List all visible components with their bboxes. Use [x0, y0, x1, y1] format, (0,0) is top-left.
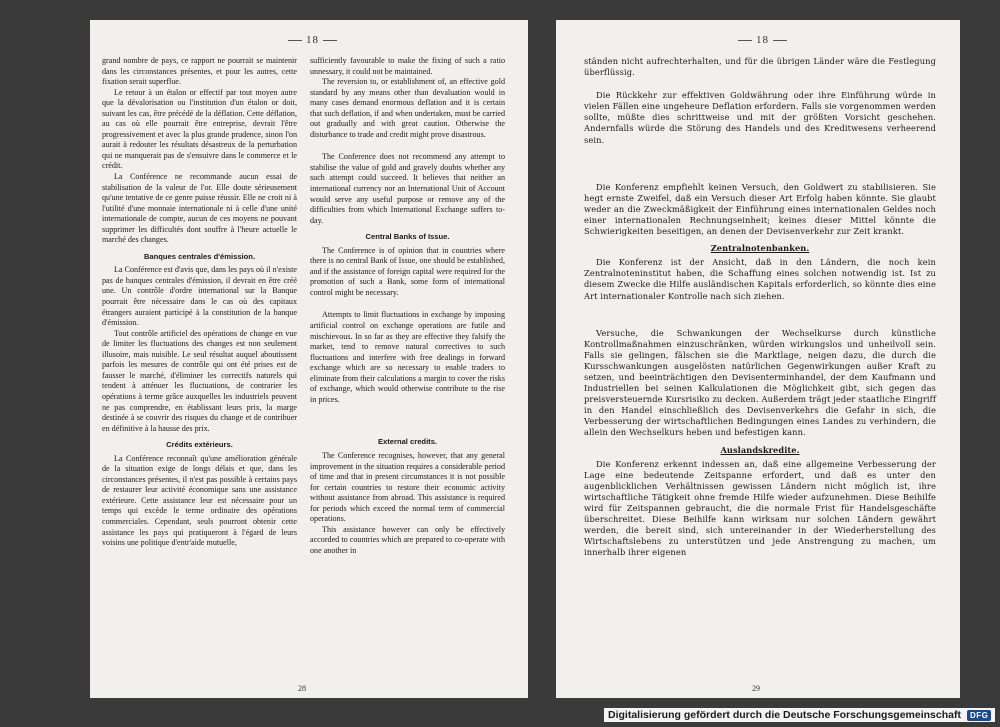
english-paragraph-3: The Conference does not recommend any attempt to stabilise the value of gold and gravely doubts whether any such attempt could succeed. It believes that neither an international currency nor an International Unit of Account would serve any useful purpose or remove any of the difficulties from which International Exchange suffers to-day. [310, 152, 505, 225]
english-heading-central-banks: Central Banks of Issue. [365, 232, 450, 242]
right-page [556, 20, 960, 698]
page-number-right-value: 18 [756, 34, 769, 46]
left-page [90, 20, 528, 698]
page-number-left-value: 18 [306, 34, 319, 46]
french-column [102, 56, 297, 549]
english-paragraph-4: The Conference is of opinion that in countries where there is no central Bank of Issue, one should be established, and if the assistance of foreign capital were required for the promotion of such a Bank, some form of international control might be necessary. [310, 245, 505, 297]
french-paragraph-6: La Conférence reconnaît qu'une amélioration générale de la situation exige de longs délais et que, dans les circonstances présentes, il n'est pas possible à certains pays de restaurer leur activité économique sans une assistance extérieure. Cette assistance leur est nécessaire pour un temps qui excède le terme ordinaire des opérations commerciales. Cependant, seuls pourront obtenir cette assistance les pays qui pratiqueront à l'égard de leurs voisins une politique d'entr'aide mutuelle, [102, 453, 297, 548]
page-number-left [284, 34, 341, 46]
french-heading-central-banks: Banques centrales d'émission. [143, 251, 256, 261]
french-paragraph-3: La Conférence ne recommande aucun essai de stabilisation de la valeur de l'or. Elle doute sérieusement qu'une tentative de ce genre puisse réussir. Elle ne croit ni à l'utilité d'une monnaie internationale ni à celle d'une unité internationale de compte, aucun de ces moyens ne pouvant supprimer les difficultés dont souffre à l'heure actuelle le marché des changes. [102, 172, 297, 245]
english-column [310, 56, 505, 556]
dfg-logo: DFG [967, 710, 991, 721]
french-paragraph-2: Le retour à un étalon or effectif par tout moyen autre que la dévalorisation ou l'institution d'un étalon or doit, suivant les cas, être précédé de la déflation. Cette déflation, au cas où elle pourrait être entreprise, devrait l'être progressivement et avec la plus grande prudence, sinon l'on aurait à redouter les résultats désastreux de la perturbation qui ne manquerait pas de s'ensuivre dans le commerce et le crédit. [102, 87, 297, 171]
page-number-right [734, 34, 791, 46]
french-heading-external-credits: Crédits extérieurs. [166, 440, 233, 450]
french-paragraph-5: Tout contrôle artificiel des opérations de change en vue de limiter les fluctuations des changes est non seulement illusoire, mais nuisible. Le seul résultat auquel aboutissent parfois les mesures de contrôle qui ont été prises est de fausser le marché, d'éliminer les correctifs naturels qui tendent à atténuer les fluctuations, de contrarier les opérations à terme grâce auxquelles les industriels peuvent ne pas comprendre, en établissant leurs prix, la marge destinée à se couvrir des risques du change et de contribuer en définitive à la hausse des prix. [102, 328, 297, 433]
page-footer-number-right: 29 [752, 684, 760, 693]
dfg-banner [604, 708, 995, 722]
english-paragraph-6: The Conference recognises, however, that any general improvement in the situation requires a considerable period of time and that in present circumstances it is not possible for certain countries to restore their economic activity without assistance from abroad. This assistance is required for periods which exceed the normal term of commercial operations. [310, 450, 505, 524]
german-column [584, 56, 936, 558]
french-paragraph-4: La Conférence est d'avis que, dans les pays où il n'existe pas de banques centrales d'émission, il devrait en être créé une. Un contrôle d'ordre international sur la Banque pourrait être nécessaire dans le cas où des capitaux étrangers auraient participé à la constitution de la banque d'émission. [102, 265, 297, 328]
german-heading-central-banks: Zentralnotenbanken. [710, 243, 810, 254]
dfg-banner-text: Digitalisierung gefördert durch die Deutsche Forschungsgemeinschaft [608, 709, 961, 721]
english-heading-external-credits: External credits. [377, 437, 438, 447]
english-paragraph-7: This assistance however can only be effectively accorded to countries which are prepared to co-operate with one another in [310, 524, 505, 555]
german-heading-external-credits: Auslandskredite. [720, 444, 800, 455]
german-paragraph-2: Die Rückkehr zur effektiven Goldwährung oder ihre Einführung würde in vielen Fällen eine ungeheure Deflation erfordern. Falls sie vorgenommen werden sollte, müßte dies schrittweise und mit der größten Vorsicht geschehen. Andernfalls würde die Störung des Handels und des Kreditwesens verheerend sein. [584, 90, 936, 145]
german-paragraph-6: Die Konferenz erkennt indessen an, daß eine allgemeine Verbesserung der Lage eine bedeutende Zeitspanne erfordert, und daß es unter den augenblicklichen Verhältnissen gewissen Ländern nicht möglich ist, ihre wirtschaftliche Tätigkeit ohne fremde Hilfe wieder aufzunehmen. Diese Beihilfe wird für Zeitspannen gebraucht, die die normale Frist für Handelsgeschäfte überschreitet. Diese Beihilfe kann wirksam nur solchen Ländern gewährt werden, die bereit sind, sich untereinander in der Wiederherstellung des Wirtschaftslebens zu unterstützen und jede Anstrengung zu machen, um innerhalb ihrer eigenen [584, 458, 936, 558]
french-paragraph-1: grand nombre de pays, ce rapport ne pourrait se maintenir dans les circonstances présentes, et pour les autres, cette fixation serait superflue. [102, 56, 297, 87]
german-paragraph-1: ständen nicht aufrechterhalten, und für die übrigen Länder wäre die Festlegung überflüssig. [584, 56, 936, 78]
english-paragraph-2: The reversion to, or establishment of, an effective gold standard by any means other than devaluation would in many cases demand enormous deflation and it is certain that such deflation, if and when undertaken, must be carried out gradually and with great caution. Otherwise the disturbance to trade and credit might prove disastrous. [310, 77, 505, 139]
english-paragraph-1: sufficiently favourable to make the fixing of such a ratio unnessary, it could not be maintained. [310, 56, 505, 76]
german-paragraph-5: Versuche, die Schwankungen der Wechselkurse durch künstliche Kontrollmaßnahmen einzuschränken, würden wirkungslos und unheilvoll sein. Falls sie gelingen, fälschen sie die Marktlage, neigen dazu, die durch die Kursschwankungen ausgelösten natürlichen Gegenwirkungen außer Kraft zu setzen, und beeinträchtigen den Devisenterminhandel, der dem Kaufmann und Industriellen bei seinen Kalkulationen die Möglichkeit gibt, sich gegen das preisversteuernde Kursrisiko zu decken. Außerdem trägt jeder staatliche Eingriff in den Handel einschließlich des Devisenverkehrs die Gefahr in sich, die Verbesserung der wirtschaftlichen Bedingungen eines Landes zu verhindern, die allein den Wechselkurs heben und befestigen kann. [584, 327, 936, 438]
english-paragraph-5: Attempts to limit fluctuations in exchange by imposing artificial control on exchange operations are futile and mischievous. In so far as they are effective they falsify the market, tend to remove natural correctives to such fluctuations and interfere with free dealings in forward exchange which are so necessary to enable traders to eliminate from their calculations a margin to cover the risks of exchange, which would otherwise contribute to the rise in prices. [310, 310, 505, 404]
german-paragraph-3: Die Konferenz empfiehlt keinen Versuch, den Goldwert zu stabilisieren. Sie hegt ernste Zweifel, daß ein Versuch dieser Art Erfolg haben könnte. Sie glaubt weder an die Zweckmäßigkeit der Einführung eines internationalen Geldes noch einer internationalen Rechnungseinheit; keines dieser Mittel könnte die Schwierigkeiten beseitigen, an denen der Devisenverkehr zur Zeit krankt. [584, 181, 936, 237]
german-paragraph-4: Die Konferenz ist der Ansicht, daß in den Ländern, die noch kein Zentralnoteninstitut haben, die Schaffung eines solchen notwendig ist. Ist zu diesem Zwecke die Hilfe ausländischen Kapitals erforderlich, so könnte dies eine Art internationaler Kontrolle nach sich ziehen. [584, 257, 936, 301]
page-footer-number-left: 28 [298, 684, 306, 693]
